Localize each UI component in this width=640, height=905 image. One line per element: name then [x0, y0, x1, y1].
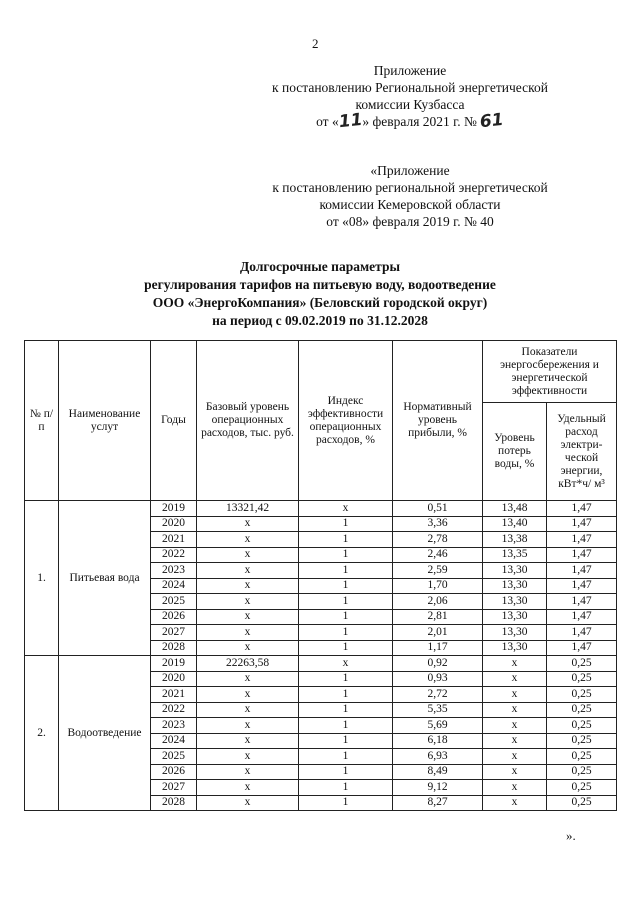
title-line4: на период с 09.02.2019 по 31.12.2028: [212, 313, 428, 328]
cell-profit: 5,69: [393, 718, 483, 734]
cell-year: 2028: [151, 795, 197, 811]
cell-year: 2023: [151, 718, 197, 734]
table-row: [25, 656, 617, 672]
cell-base: x: [197, 749, 299, 765]
cell-base: 13321,42: [197, 501, 299, 517]
cell-index: 1: [299, 532, 393, 548]
cell-base: x: [197, 671, 299, 687]
cell-energy: 1,47: [547, 563, 617, 579]
cell-energy: 0,25: [547, 718, 617, 734]
cell-loss: 13,48: [483, 501, 547, 517]
header-service: Наименование услут: [59, 341, 151, 501]
cell-base: x: [197, 563, 299, 579]
header-energy-group: Показатели энергосбережения и энергетической эффективности: [483, 341, 617, 403]
cell-year: 2021: [151, 532, 197, 548]
appendix-current-line4: [245, 109, 575, 133]
cell-loss: 13,30: [483, 640, 547, 656]
title-line3: ООО «ЭнергоКомпания» (Беловский городской округ): [152, 295, 488, 310]
cell-energy: 1,47: [547, 594, 617, 610]
header-loss-level: Уровень потерь воды, %: [483, 403, 547, 501]
cell-index: 1: [299, 749, 393, 765]
header-base-level: Базовый уровень операционных расходов, тыс. руб.: [197, 341, 299, 501]
cell-energy: 0,25: [547, 795, 617, 811]
cell-loss: 13,30: [483, 609, 547, 625]
cell-profit: 2,46: [393, 547, 483, 563]
cell-loss: x: [483, 733, 547, 749]
cell-energy: 1,47: [547, 501, 617, 517]
cell-loss: x: [483, 749, 547, 765]
appendix-original-line1: «Приложение: [370, 163, 450, 178]
cell-base: 22263,58: [197, 656, 299, 672]
cell-year: 2025: [151, 594, 197, 610]
cell-base: x: [197, 795, 299, 811]
appendix-original: [245, 162, 575, 230]
cell-year: 2022: [151, 547, 197, 563]
handwritten-day: 11: [337, 109, 364, 133]
cell-index: 1: [299, 640, 393, 656]
cell-loss: 13,30: [483, 578, 547, 594]
service-name-cell: Питьевая вода: [59, 501, 151, 656]
cell-profit: 0,51: [393, 501, 483, 517]
cell-base: x: [197, 578, 299, 594]
cell-year: 2026: [151, 609, 197, 625]
cell-profit: 8,49: [393, 764, 483, 780]
cell-year: 2027: [151, 625, 197, 641]
cell-energy: 1,47: [547, 532, 617, 548]
date-middle: » февраля 2021 г. №: [362, 114, 477, 129]
cell-energy: 1,47: [547, 625, 617, 641]
cell-base: x: [197, 625, 299, 641]
appendix-current-line3: комиссии Кузбасса: [355, 97, 465, 112]
cell-energy: 1,47: [547, 640, 617, 656]
cell-year: 2023: [151, 563, 197, 579]
cell-energy: 1,47: [547, 578, 617, 594]
cell-loss: 13,38: [483, 532, 547, 548]
appendix-current-line1: Приложение: [373, 63, 447, 78]
cell-index: 1: [299, 795, 393, 811]
cell-loss: x: [483, 656, 547, 672]
cell-profit: 2,06: [393, 594, 483, 610]
cell-base: x: [197, 547, 299, 563]
cell-energy: 0,25: [547, 780, 617, 796]
closing-mark: ».: [566, 828, 576, 843]
cell-profit: 2,78: [393, 532, 483, 548]
cell-index: 1: [299, 594, 393, 610]
title-line2: регулирования тарифов на питьевую воду, водоотведение: [144, 277, 496, 292]
header-profit-level: Нормативный уровень прибыли, %: [393, 341, 483, 501]
cell-base: x: [197, 780, 299, 796]
cell-loss: x: [483, 702, 547, 718]
cell-base: x: [197, 640, 299, 656]
cell-energy: 1,47: [547, 547, 617, 563]
tariff-parameters-table: [24, 340, 617, 811]
handwritten-number: 61: [479, 109, 505, 133]
cell-base: x: [197, 702, 299, 718]
cell-year: 2019: [151, 656, 197, 672]
cell-loss: 13,30: [483, 594, 547, 610]
cell-loss: x: [483, 764, 547, 780]
cell-index: 1: [299, 516, 393, 532]
cell-index: 1: [299, 702, 393, 718]
service-name-cell: Водоотведение: [59, 656, 151, 811]
header-num: № п/п: [25, 341, 59, 501]
cell-index: x: [299, 501, 393, 517]
cell-energy: 0,25: [547, 733, 617, 749]
cell-base: x: [197, 594, 299, 610]
cell-profit: 6,93: [393, 749, 483, 765]
cell-year: 2024: [151, 578, 197, 594]
appendix-original-line4: от «08» февраля 2019 г. № 40: [326, 214, 494, 229]
cell-base: x: [197, 516, 299, 532]
cell-index: 1: [299, 547, 393, 563]
cell-energy: 0,25: [547, 702, 617, 718]
cell-profit: 2,81: [393, 609, 483, 625]
cell-profit: 1,70: [393, 578, 483, 594]
group-number-cell: 2.: [25, 656, 59, 811]
cell-profit: 3,36: [393, 516, 483, 532]
cell-energy: 1,47: [547, 516, 617, 532]
cell-loss: x: [483, 718, 547, 734]
cell-index: 1: [299, 625, 393, 641]
cell-base: x: [197, 764, 299, 780]
cell-year: 2027: [151, 780, 197, 796]
cell-year: 2021: [151, 687, 197, 703]
cell-profit: 2,59: [393, 563, 483, 579]
cell-profit: 2,72: [393, 687, 483, 703]
cell-base: x: [197, 532, 299, 548]
cell-profit: 6,18: [393, 733, 483, 749]
cell-loss: 13,30: [483, 625, 547, 641]
cell-year: 2028: [151, 640, 197, 656]
cell-loss: 13,40: [483, 516, 547, 532]
cell-profit: 0,92: [393, 656, 483, 672]
cell-loss: x: [483, 780, 547, 796]
cell-energy: 0,25: [547, 671, 617, 687]
cell-loss: 13,30: [483, 563, 547, 579]
cell-year: 2019: [151, 501, 197, 517]
table-body: [25, 501, 617, 811]
cell-year: 2022: [151, 702, 197, 718]
cell-index: 1: [299, 563, 393, 579]
cell-profit: 2,01: [393, 625, 483, 641]
cell-energy: 0,25: [547, 687, 617, 703]
cell-base: x: [197, 733, 299, 749]
cell-index: 1: [299, 733, 393, 749]
cell-index: 1: [299, 718, 393, 734]
cell-index: 1: [299, 687, 393, 703]
group-number-cell: 1.: [25, 501, 59, 656]
cell-year: 2024: [151, 733, 197, 749]
header-efficiency-index: Индекс эффективности операционных расходов, %: [299, 341, 393, 501]
cell-index: 1: [299, 609, 393, 625]
header-years: Годы: [151, 341, 197, 501]
cell-energy: 0,25: [547, 656, 617, 672]
appendix-original-line2: к постановлению региональной энергетической: [272, 180, 548, 195]
cell-index: 1: [299, 764, 393, 780]
cell-energy: 0,25: [547, 749, 617, 765]
cell-energy: 0,25: [547, 764, 617, 780]
cell-loss: x: [483, 687, 547, 703]
cell-profit: 5,35: [393, 702, 483, 718]
cell-year: 2020: [151, 516, 197, 532]
cell-loss: x: [483, 795, 547, 811]
cell-index: x: [299, 656, 393, 672]
document-title: [90, 258, 550, 330]
page-number: 2: [312, 36, 319, 51]
cell-loss: x: [483, 671, 547, 687]
header-specific-consumption: Удельный расход электри-ческой энергии, кВт*ч/ м³: [547, 403, 617, 501]
cell-index: 1: [299, 671, 393, 687]
cell-index: 1: [299, 780, 393, 796]
appendix-current-line2: к постановлению Региональной энергетической: [272, 80, 548, 95]
cell-year: 2026: [151, 764, 197, 780]
table-row: [25, 501, 617, 517]
cell-base: x: [197, 687, 299, 703]
cell-year: 2020: [151, 671, 197, 687]
cell-year: 2025: [151, 749, 197, 765]
cell-profit: 9,12: [393, 780, 483, 796]
cell-index: 1: [299, 578, 393, 594]
cell-energy: 1,47: [547, 609, 617, 625]
appendix-current: [245, 62, 575, 133]
cell-profit: 0,93: [393, 671, 483, 687]
cell-profit: 8,27: [393, 795, 483, 811]
cell-base: x: [197, 609, 299, 625]
cell-profit: 1,17: [393, 640, 483, 656]
title-line1: Долгосрочные параметры: [240, 259, 400, 274]
appendix-original-line3: комиссии Кемеровской области: [319, 197, 501, 212]
cell-loss: 13,35: [483, 547, 547, 563]
date-prefix: от «: [316, 114, 339, 129]
cell-base: x: [197, 718, 299, 734]
